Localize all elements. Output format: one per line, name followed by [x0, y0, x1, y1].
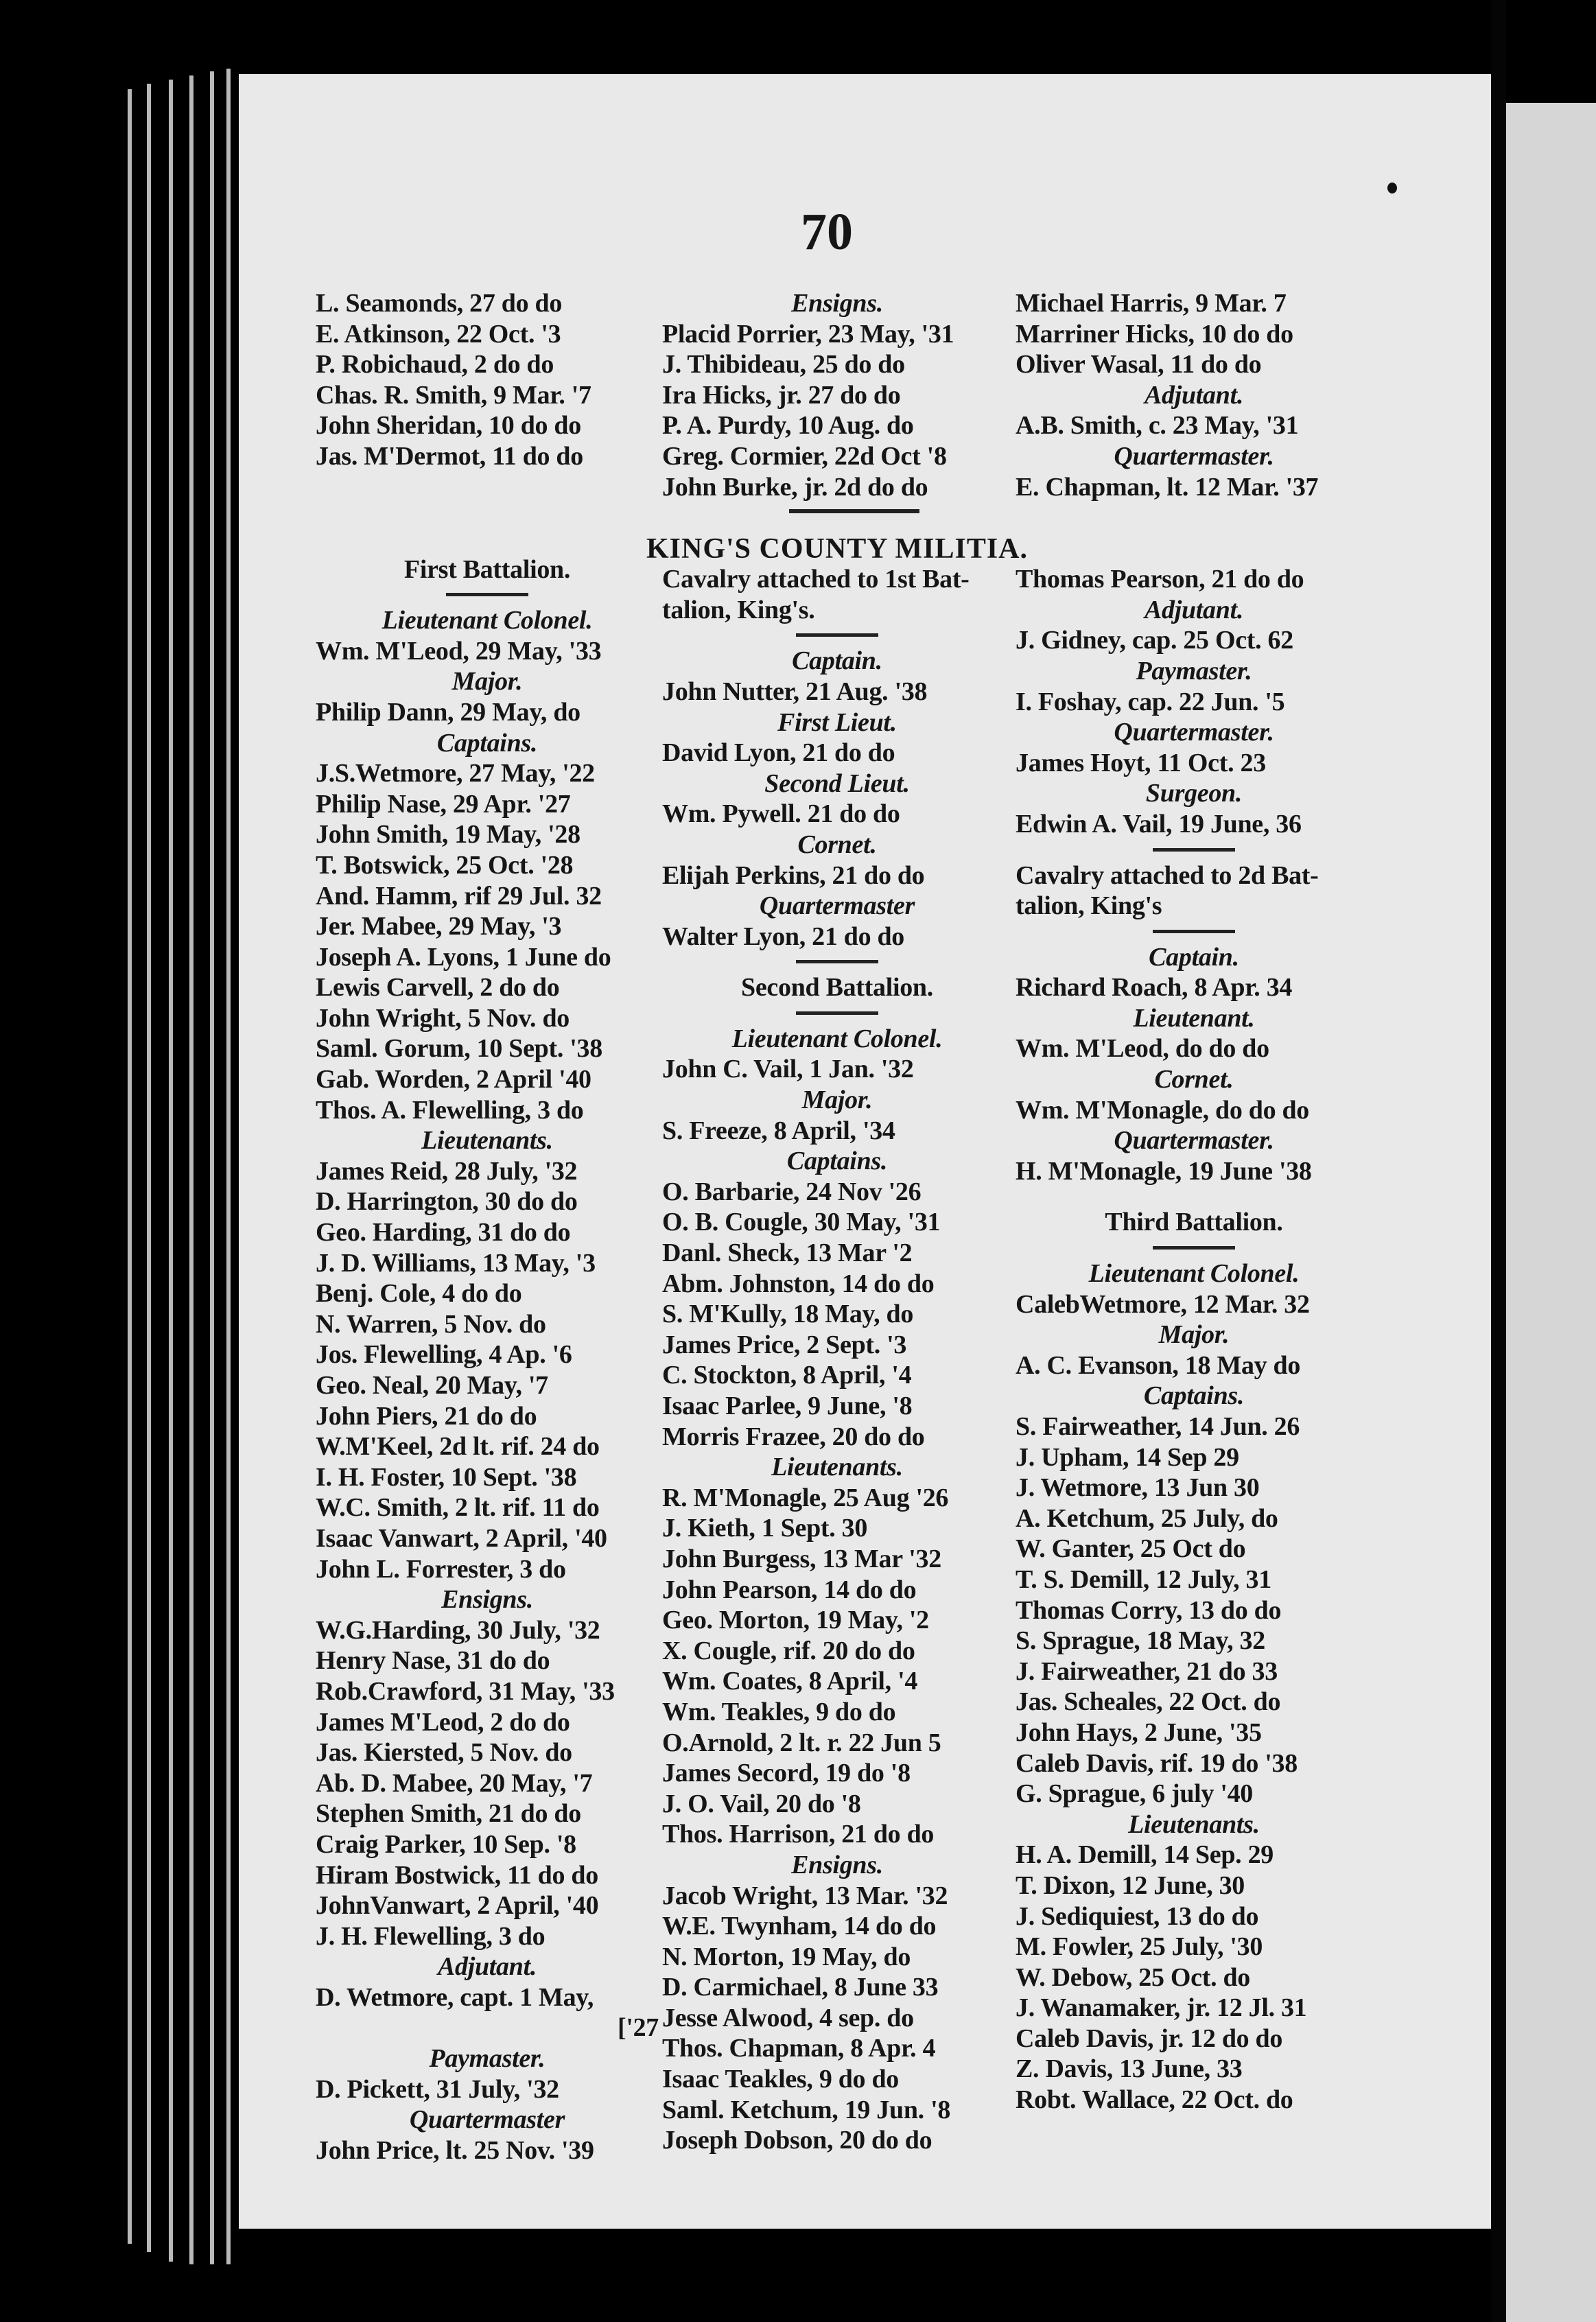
roster-entry: O.Arnold, 2 lt. r. 22 Jun 5: [662, 1728, 941, 1757]
page-edge: [169, 80, 173, 2262]
roster-entry: Joseph A. Lyons, 1 June do: [316, 942, 611, 972]
rank-heading: Adjutant.: [1144, 595, 1244, 624]
roster-entry: D. Pickett, 31 July, '32: [316, 2074, 559, 2104]
roster-entry: Elijah Perkins, 21 do do: [662, 860, 925, 890]
divider-rule: [1016, 840, 1372, 860]
roster-entry: J. D. Williams, 13 May, '3: [316, 1248, 596, 1278]
roster-entry: J. Kieth, 1 Sept. 30: [662, 1514, 868, 1543]
roster-entry: D. Wetmore, capt. 1 May,: [316, 1982, 594, 2012]
roster-entry: John Smith, 19 May, '28: [316, 820, 580, 849]
roster-entry: Geo. Neal, 20 May, '7: [316, 1371, 548, 1400]
roster-entry: Walter Lyon, 21 do do: [662, 922, 905, 951]
roster-entry: Richard Roach, 8 Apr. 34: [1016, 973, 1293, 1002]
roster-entry: David Lyon, 21 do do: [662, 738, 895, 768]
roster-entry: S. Sprague, 18 May, 32: [1016, 1626, 1265, 1656]
roster-entry: E. Atkinson, 22 Oct. '3: [316, 319, 561, 349]
roster-entry: Craig Parker, 10 Sep. '8: [316, 1829, 576, 1859]
roster-entry: Robt. Wallace, 22 Oct. do: [1016, 2085, 1293, 2115]
roster-entry: Stephen Smith, 21 do do: [316, 1799, 581, 1829]
roster-entry: W.G.Harding, 30 July, '32: [316, 1615, 600, 1645]
rank-heading: Lieutenants.: [1128, 1809, 1260, 1839]
roster-entry: T. S. Demill, 12 July, 31: [1016, 1564, 1271, 1594]
roster-entry: John Burke, jr. 2d do do: [662, 472, 928, 502]
page-edge: [189, 75, 193, 2264]
roster-entry: Wm. M'Leod, 29 May, '33: [316, 636, 602, 666]
rank-heading: Lieutenant Colonel.: [731, 1024, 943, 1053]
roster-entry: John Nutter, 21 Aug. '38: [662, 677, 928, 706]
roster-entry: CalebWetmore, 12 Mar. 32: [1016, 1289, 1310, 1319]
divider-rule: [1016, 1238, 1372, 1258]
roster-entry: Isaac Vanwart, 2 April, '40: [316, 1523, 607, 1553]
roster-entry: Ab. D. Mabee, 20 May, '7: [316, 1768, 593, 1798]
divider-rule: [662, 952, 1012, 972]
battalion-heading: Third Battalion.: [1105, 1208, 1283, 1237]
roster-entry: R. M'Monagle, 25 Aug '26: [662, 1483, 949, 1512]
rank-heading: Lieutenant.: [1133, 1003, 1255, 1033]
roster-entry: Lewis Carvell, 2 do do: [316, 973, 560, 1002]
spacer: [316, 472, 659, 493]
book-gutter: [1491, 0, 1506, 2322]
roster-entry: W.M'Keel, 2d lt. rif. 24 do: [316, 1432, 600, 1462]
rank-heading: Quartermaster: [759, 891, 915, 921]
page-edge: [210, 71, 214, 2264]
roster-entry: Saml. Gorum, 10 Sept. '38: [316, 1034, 602, 1064]
rank-heading: Adjutant.: [437, 1952, 537, 1982]
roster-entry: J.S.Wetmore, 27 May, '22: [316, 759, 595, 788]
roster-entry: Geo. Morton, 19 May, '2: [662, 1606, 929, 1635]
roster-entry: Philip Nase, 29 Apr. '27: [316, 789, 571, 819]
roster-entry: Henry Nase, 31 do do: [316, 1646, 550, 1676]
roster-entry: Z. Davis, 13 June, 33: [1016, 2054, 1243, 2084]
rank-heading: Captains.: [786, 1147, 888, 1176]
roster-entry: A. C. Evanson, 18 May do: [1016, 1350, 1301, 1380]
rank-heading: Major.: [801, 1086, 873, 1115]
roster-entry: T. Botswick, 25 Oct. '28: [316, 850, 574, 880]
page-number: 70: [801, 203, 853, 261]
rank-heading: Captain.: [792, 646, 882, 676]
roster-entry: James Reid, 28 July, '32: [316, 1156, 578, 1186]
roster-entry: James M'Leod, 2 do do: [316, 1707, 570, 1737]
roster-entry: J. Sediquiest, 13 do do: [1016, 1901, 1259, 1931]
rank-heading: Ensigns.: [791, 289, 883, 318]
roster-entry: S. Freeze, 8 April, '34: [662, 1116, 895, 1145]
rank-heading: First Lieut.: [777, 707, 897, 737]
roster-entry: Oliver Wasal, 11 do do: [1016, 350, 1262, 379]
roster-entry: Caleb Davis, rif. 19 do '38: [1016, 1748, 1298, 1778]
roster-entry: Danl. Sheck, 13 Mar '2: [662, 1239, 913, 1268]
roster-entry: J. Wanamaker, jr. 12 Jl. 31: [1016, 1993, 1307, 2023]
column-right: [1016, 288, 1372, 2115]
rank-heading: Major.: [1158, 1320, 1230, 1350]
roster-entry: Philip Dann, 29 May, do: [316, 697, 580, 727]
roster-entry: Wm. Pywell. 21 do do: [662, 799, 900, 829]
roster-entry: Jas. Scheales, 22 Oct. do: [1016, 1687, 1281, 1717]
divider-rule: [662, 1003, 1012, 1024]
roster-entry: Michael Harris, 9 Mar. 7: [1016, 289, 1287, 318]
roster-entry: Wm. M'Leod, do do do: [1016, 1034, 1269, 1064]
rank-heading: Lieutenants.: [771, 1453, 903, 1482]
rank-heading: Paymaster.: [1136, 656, 1252, 685]
roster-entry: A.B. Smith, c. 23 May, '31: [1016, 411, 1299, 441]
divider-rule: [662, 625, 1012, 646]
roster-entry: John Pearson, 14 do do: [662, 1575, 917, 1604]
rank-heading: Ensigns.: [441, 1585, 533, 1615]
roster-entry: Placid Porrier, 23 May, '31: [662, 319, 954, 349]
roster-entry: O. B. Cougle, 30 May, '31: [662, 1208, 941, 1237]
roster-entry: I. Foshay, cap. 22 Jun. '5: [1016, 687, 1285, 716]
battalion-heading: First Battalion.: [403, 554, 571, 584]
rank-heading: Cornet.: [1154, 1065, 1234, 1094]
roster-entry: Thos. A. Flewelling, 3 do: [316, 1095, 584, 1125]
roster-entry: Edwin A. Vail, 19 June, 36: [1016, 809, 1302, 838]
spacer: [662, 523, 1012, 543]
battalion-heading: Second Battalion.: [741, 973, 933, 1002]
roster-entry: L. Seamonds, 27 do do: [316, 289, 563, 318]
rank-heading: Quartermaster.: [1114, 441, 1274, 471]
roster-entry: Greg. Cormier, 22d Oct '8: [662, 441, 947, 471]
roster-entry: N. Warren, 5 Nov. do: [316, 1309, 546, 1339]
roster-entry: Thos. Harrison, 21 do do: [662, 1820, 935, 1849]
roster-entry: W. Ganter, 25 Oct do: [1016, 1534, 1246, 1564]
roster-entry: And. Hamm, rif 29 Jul. 32: [316, 881, 602, 911]
spacer: [1016, 523, 1372, 543]
roster-entry: Jas. M'Dermot, 11 do do: [316, 441, 583, 471]
roster-entry: J. Upham, 14 Sep 29: [1016, 1442, 1239, 1472]
roster-entry: J. Thibideau, 25 do do: [662, 350, 905, 379]
roster-entry: Jacob Wright, 13 Mar. '32: [662, 1881, 948, 1910]
roster-entry: JohnVanwart, 2 April, '40: [316, 1891, 599, 1921]
roster-entry: Isaac Parlee, 9 June, '8: [662, 1392, 913, 1420]
roster-entry: Wm. Teakles, 9 do do: [662, 1697, 896, 1726]
column-left: [316, 288, 659, 2166]
roster-entry: D. Carmichael, 8 June 33: [662, 1973, 939, 2002]
roster-entry: P. Robichaud, 2 do do: [316, 350, 554, 379]
roster-entry: Rob.Crawford, 31 May, '33: [316, 1676, 615, 1706]
roster-entry: S. Fairweather, 14 Jun. 26: [1016, 1412, 1300, 1441]
section-title: KING'S COUNTY MILITIA.: [646, 533, 1029, 565]
roster-entry: O. Barbarie, 24 Nov '26: [662, 1177, 922, 1206]
roster-entry: P. A. Purdy, 10 Aug. do: [662, 411, 914, 441]
roster-entry: Thos. Chapman, 8 Apr. 4: [662, 2034, 936, 2063]
page-edge: [147, 84, 151, 2252]
roster-entry: Ira Hicks, jr. 27 do do: [662, 380, 901, 410]
roster-entry: W.C. Smith, 2 lt. rif. 11 do: [316, 1493, 600, 1523]
roster-entry: X. Cougle, rif. 20 do do: [662, 1636, 915, 1665]
spacer: [1016, 1186, 1372, 1207]
roster-entry: Wm. M'Monagle, do do do: [1016, 1095, 1310, 1125]
roster-entry: J. Gidney, cap. 25 Oct. 62: [1016, 626, 1293, 655]
roster-entry: C. Stockton, 8 April, '4: [662, 1361, 912, 1390]
roster-entry: D. Harrington, 30 do do: [316, 1187, 578, 1217]
roster-entry: Chas. R. Smith, 9 Mar. '7: [316, 380, 591, 410]
page-edge: [226, 69, 231, 2264]
roster-entry: Geo. Harding, 31 do do: [316, 1218, 571, 1247]
roster-entry: H. A. Demill, 14 Sep. 29: [1016, 1840, 1274, 1870]
roster-entry: John Sheridan, 10 do do: [316, 411, 581, 441]
roster-entry: Hiram Bostwick, 11 do do: [316, 1860, 598, 1890]
rank-heading: Surgeon.: [1145, 779, 1243, 808]
spacer: [316, 534, 659, 554]
roster-entry: Caleb Davis, jr. 12 do do: [1016, 2024, 1283, 2053]
roster-entry: Thomas Corry, 13 do do: [1016, 1595, 1282, 1625]
roster-entry: Jas. Kiersted, 5 Nov. do: [316, 1738, 572, 1768]
roster-entry: Jos. Flewelling, 4 Ap. '6: [316, 1340, 572, 1370]
roster-entry: G. Sprague, 6 july '40: [1016, 1779, 1253, 1809]
roster-entry: Saml. Ketchum, 19 Jun. '8: [662, 2095, 951, 2124]
roster-entry: W.E. Twynham, 14 do do: [662, 1912, 937, 1941]
roster-entry: W. Debow, 25 Oct. do: [1016, 1962, 1251, 1992]
roster-entry: Jesse Alwood, 4 sep. do: [662, 2003, 914, 2032]
roster-entry: talion, King's: [1016, 891, 1162, 921]
roster-entry: Thomas Pearson, 21 do do: [1016, 565, 1304, 594]
roster-entry: ['27: [617, 2013, 659, 2043]
page-edge: [128, 89, 132, 2244]
rank-heading: Lieutenant Colonel.: [1088, 1259, 1300, 1289]
rank-heading: Quartermaster: [409, 2105, 565, 2135]
roster-entry: John Burgess, 13 Mar '32: [662, 1544, 941, 1573]
roster-entry: E. Chapman, lt. 12 Mar. '37: [1016, 472, 1319, 502]
roster-entry: Isaac Teakles, 9 do do: [662, 2065, 899, 2094]
column-middle: [662, 288, 1012, 2156]
rank-heading: Quartermaster.: [1114, 718, 1274, 747]
roster-entry: John Wright, 5 Nov. do: [316, 1003, 570, 1033]
ink-spot: [1387, 183, 1397, 194]
rank-heading: Quartermaster.: [1114, 1126, 1274, 1156]
roster-entry: Abm. Johnston, 14 do do: [662, 1269, 935, 1298]
roster-entry: talion, King's.: [662, 595, 815, 624]
roster-entry: John Piers, 21 do do: [316, 1401, 537, 1431]
spacer: [316, 513, 659, 534]
rank-heading: Ensigns.: [791, 1850, 883, 1879]
divider-rule: [316, 585, 659, 605]
rank-heading: Paymaster.: [429, 2044, 545, 2074]
roster-entry: J. Wetmore, 13 Jun 30: [1016, 1473, 1260, 1503]
roster-entry: M. Fowler, 25 July, '30: [1016, 1932, 1263, 1962]
rank-heading: Lieutenants.: [421, 1126, 553, 1156]
roster-entry: James Price, 2 Sept. '3: [662, 1330, 907, 1359]
rank-heading: Adjutant.: [1144, 380, 1244, 410]
spacer: [1016, 502, 1372, 523]
roster-entry: A. Ketchum, 25 July, do: [1016, 1503, 1278, 1533]
roster-entry: S. M'Kully, 18 May, do: [662, 1300, 914, 1329]
roster-entry: John L. Forrester, 3 do: [316, 1554, 566, 1584]
roster-entry: Cavalry attached to 2d Bat-: [1016, 860, 1319, 890]
roster-entry: John C. Vail, 1 Jan. '32: [662, 1055, 914, 1084]
roster-entry: Jer. Mabee, 29 May, '3: [316, 912, 562, 941]
roster-entry: John Price, lt. 25 Nov. '39: [316, 2135, 594, 2165]
rank-heading: Cornet.: [797, 830, 877, 859]
roster-entry: Morris Frazee, 20 do do: [662, 1422, 925, 1451]
roster-entry: Wm. Coates, 8 April, '4: [662, 1667, 918, 1696]
roster-entry: Joseph Dobson, 20 do do: [662, 2126, 932, 2155]
roster-entry: N. Morton, 19 May, do: [662, 1942, 911, 1971]
facing-page-edge: [1506, 103, 1596, 2322]
roster-entry: Cavalry attached to 1st Bat-: [662, 565, 970, 594]
roster-entry: H. M'Monagle, 19 June '38: [1016, 1156, 1312, 1186]
roster-entry: Benj. Cole, 4 do do: [316, 1279, 522, 1309]
rank-heading: Captains.: [436, 728, 538, 758]
spacer: [1016, 543, 1372, 564]
spacer: [316, 493, 659, 513]
rank-heading: Major.: [451, 667, 523, 696]
spacer: [662, 502, 1012, 523]
roster-entry: J. O. Vail, 20 do '8: [662, 1789, 861, 1818]
roster-entry: J. Fairweather, 21 do 33: [1016, 1656, 1278, 1686]
roster-entry: T. Dixon, 12 June, 30: [1016, 1870, 1245, 1900]
roster-entry: J. H. Flewelling, 3 do: [316, 1921, 545, 1951]
roster-entry: Marriner Hicks, 10 do do: [1016, 319, 1293, 349]
roster-entry: James Secord, 19 do '8: [662, 1759, 911, 1788]
roster-entry: I. H. Foster, 10 Sept. '38: [316, 1462, 577, 1492]
spacer: [662, 543, 1012, 564]
divider-rule: [1016, 922, 1372, 942]
rank-heading: Lieutenant Colonel.: [382, 606, 593, 635]
rank-heading: Captain.: [1149, 942, 1239, 972]
roster-entry: Gab. Worden, 2 April '40: [316, 1065, 591, 1094]
rank-heading: Second Lieut.: [764, 769, 910, 798]
roster-entry: James Hoyt, 11 Oct. 23: [1016, 748, 1266, 777]
rank-heading: Captains.: [1143, 1381, 1245, 1411]
roster-entry: John Hays, 2 June, '35: [1016, 1717, 1262, 1747]
